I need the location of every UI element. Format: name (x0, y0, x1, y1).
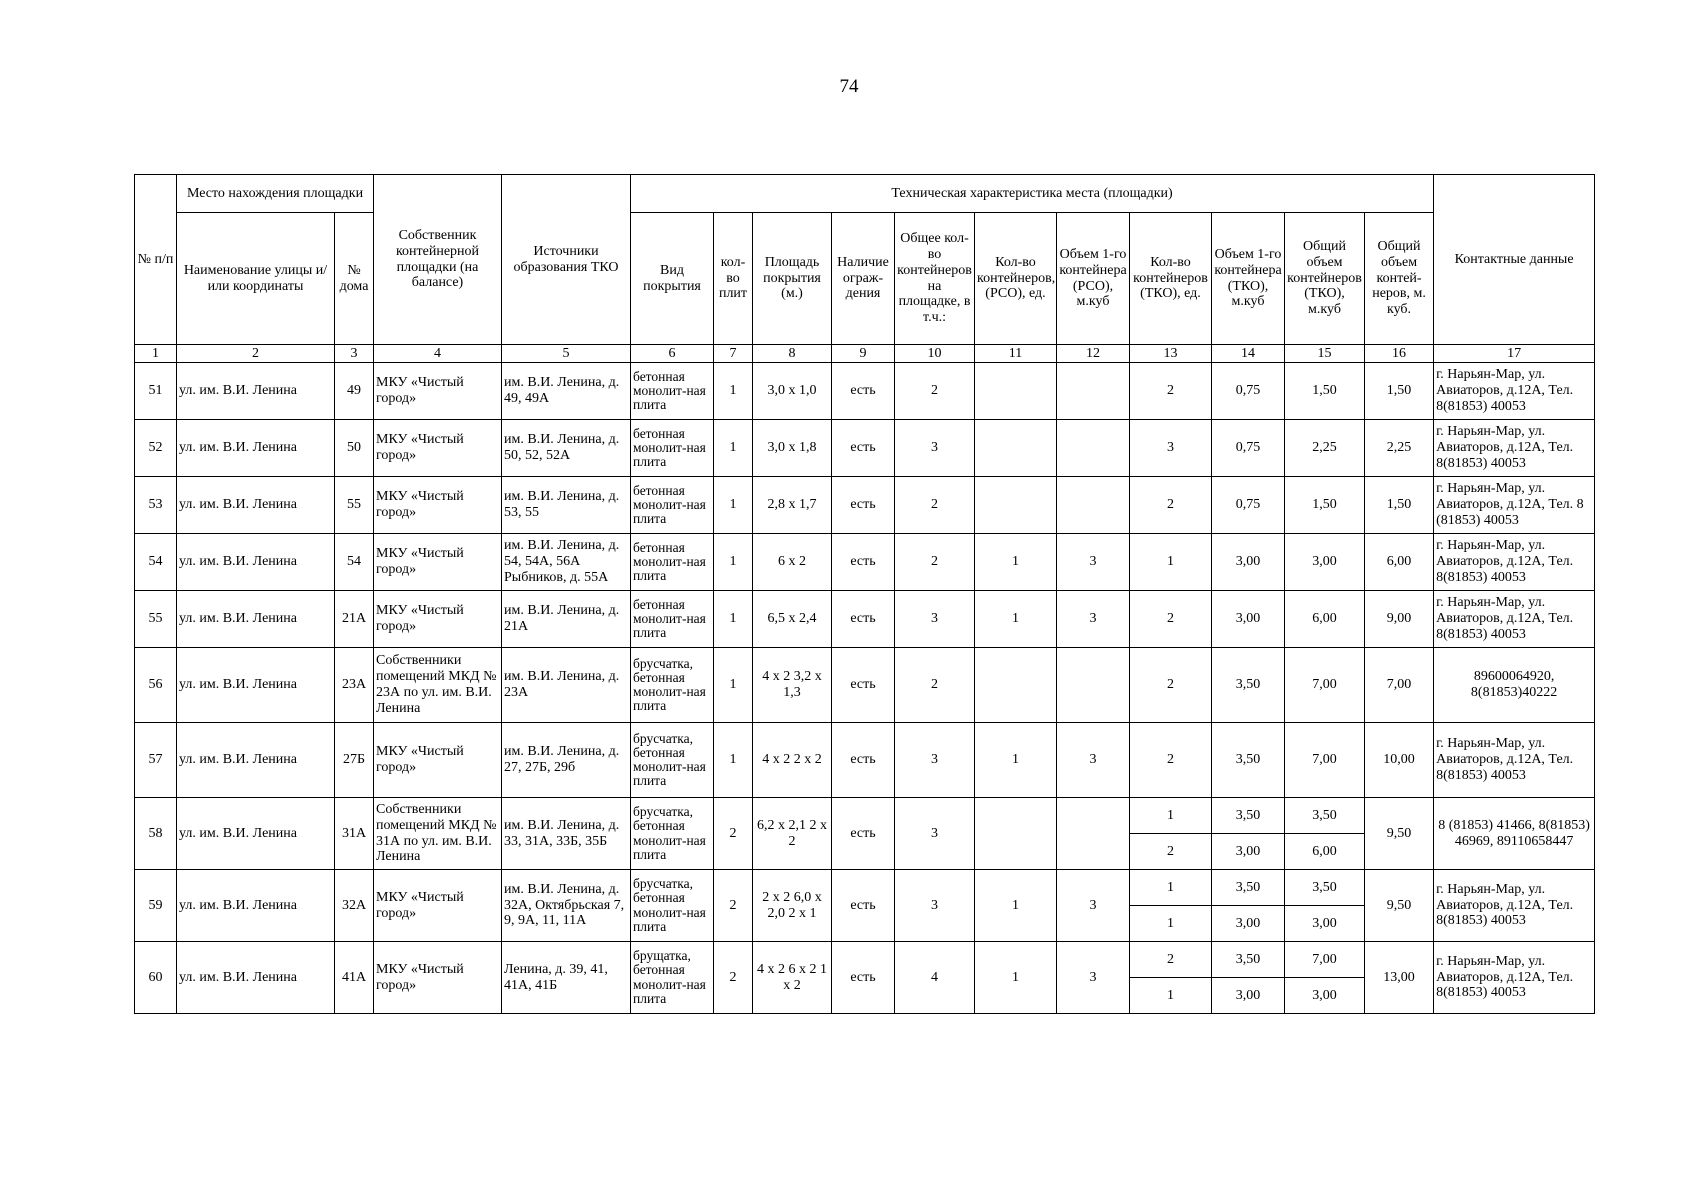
rso-count-cell: 1 (975, 942, 1057, 1014)
coating-cell: бетонная монолит-ная плита (631, 591, 714, 648)
area-cell: 3,0 x 1,0 (753, 363, 832, 420)
rso-volume-cell (1057, 798, 1130, 870)
fence-cell: есть (832, 420, 895, 477)
table-body (135, 363, 1595, 1014)
rso-volume-cell: 3 (1057, 942, 1130, 1014)
header-tko-total-volume: Общий объем контейнеров (ТКО), м.куб (1285, 213, 1365, 345)
tko-count-cell: 3 (1130, 420, 1212, 477)
coating-cell: бетонная монолит-ная плита (631, 420, 714, 477)
tko-total-volume-cell: 3,50 (1285, 798, 1365, 834)
tko-total-volume-cell: 7,00 (1285, 942, 1365, 978)
header-plates: кол-во плит (714, 213, 753, 345)
house-cell: 55 (335, 477, 374, 534)
coating-cell: брущатка, бетонная монолит-ная плита (631, 942, 714, 1014)
contacts-cell: г. Нарьян-Мар, ул. Авиаторов, д.12А, Тел. 8(81853) 40053 (1434, 534, 1595, 591)
tko-volume-cell: 3,50 (1212, 870, 1285, 906)
total-volume-cell: 1,50 (1365, 363, 1434, 420)
header-fence: Наличие ограж-дения (832, 213, 895, 345)
contacts-cell: г. Нарьян-Мар, ул. Авиаторов, д.12А, Тел. 8 (81853) 40053 (1434, 477, 1595, 534)
total-count-cell: 2 (895, 648, 975, 723)
sources-cell: им. В.И. Ленина, д. 32А, Октябрьская 7, 9, 9А, 11, 11А (502, 870, 631, 942)
tko-total-volume-cell: 3,50 (1285, 870, 1365, 906)
tko-count-cell: 2 (1130, 363, 1212, 420)
tko-total-volume-cell: 3,00 (1285, 534, 1365, 591)
street-cell: ул. им. В.И. Ленина (177, 420, 335, 477)
plates-cell: 1 (714, 363, 753, 420)
contacts-cell: г. Нарьян-Мар, ул. Авиаторов, д.12А, Тел. 8(81853) 40053 (1434, 870, 1595, 942)
row-index: 54 (135, 534, 177, 591)
column-number: 10 (895, 345, 975, 363)
plates-cell: 1 (714, 648, 753, 723)
header-area: Площадь покрытия (м.) (753, 213, 832, 345)
fence-cell: есть (832, 723, 895, 798)
owner-cell: Собственники помещений МКД № 31А по ул. им. В.И. Ленина (374, 798, 502, 870)
sources-cell: им. В.И. Ленина, д. 54, 54А, 56А Рыбников, д. 55А (502, 534, 631, 591)
tko-count-cell: 1 (1130, 534, 1212, 591)
street-cell: ул. им. В.И. Ленина (177, 363, 335, 420)
street-cell: ул. им. В.И. Ленина (177, 942, 335, 1014)
street-cell: ул. им. В.И. Ленина (177, 591, 335, 648)
tko-count-cell: 2 (1130, 723, 1212, 798)
tko-count-cell: 2 (1130, 942, 1212, 978)
total-count-cell: 2 (895, 534, 975, 591)
tko-total-volume-cell: 1,50 (1285, 477, 1365, 534)
tko-total-volume-cell: 6,00 (1285, 591, 1365, 648)
fence-cell: есть (832, 942, 895, 1014)
container-sites-table (134, 174, 1595, 1014)
rso-count-cell (975, 477, 1057, 534)
owner-cell: МКУ «Чистый город» (374, 591, 502, 648)
tko-total-volume-cell: 1,50 (1285, 363, 1365, 420)
plates-cell: 2 (714, 798, 753, 870)
column-number: 4 (374, 345, 502, 363)
table-row (135, 648, 1595, 723)
tko-volume-cell: 3,50 (1212, 798, 1285, 834)
column-number: 7 (714, 345, 753, 363)
house-cell: 54 (335, 534, 374, 591)
row-index: 57 (135, 723, 177, 798)
column-number: 1 (135, 345, 177, 363)
total-count-cell: 3 (895, 723, 975, 798)
header-street: Наименование улицы и/или координаты (177, 213, 335, 345)
tko-count-cell: 1 (1130, 978, 1212, 1014)
area-cell: 6 x 2 (753, 534, 832, 591)
table-row (135, 420, 1595, 477)
table-header (135, 175, 1595, 363)
column-number: 2 (177, 345, 335, 363)
area-cell: 6,5 x 2,4 (753, 591, 832, 648)
owner-cell: МКУ «Чистый город» (374, 420, 502, 477)
plates-cell: 1 (714, 723, 753, 798)
house-cell: 27Б (335, 723, 374, 798)
house-cell: 31А (335, 798, 374, 870)
tko-count-cell: 2 (1130, 834, 1212, 870)
plates-cell: 1 (714, 420, 753, 477)
table-row (135, 942, 1595, 978)
contacts-cell: 89600064920, 8(81853)40222 (1434, 648, 1595, 723)
tko-volume-cell: 3,50 (1212, 648, 1285, 723)
sources-cell: им. В.И. Ленина, д. 21А (502, 591, 631, 648)
owner-cell: Собственники помещений МКД № 23А по ул. им. В.И. Ленина (374, 648, 502, 723)
total-count-cell: 3 (895, 591, 975, 648)
total-count-cell: 2 (895, 477, 975, 534)
fence-cell: есть (832, 534, 895, 591)
fence-cell: есть (832, 591, 895, 648)
rso-count-cell: 1 (975, 534, 1057, 591)
row-index: 51 (135, 363, 177, 420)
column-number: 13 (1130, 345, 1212, 363)
area-cell: 4 x 2 3,2 x 1,3 (753, 648, 832, 723)
column-number: 5 (502, 345, 631, 363)
header-contacts: Контактные данные (1434, 175, 1595, 345)
total-count-cell: 3 (895, 420, 975, 477)
header-owner: Собственник контейнерной площадки (на балансе) (374, 175, 502, 345)
header-sources: Источники образования ТКО (502, 175, 631, 345)
column-number: 14 (1212, 345, 1285, 363)
row-index: 52 (135, 420, 177, 477)
table-row (135, 591, 1595, 648)
house-cell: 21А (335, 591, 374, 648)
fence-cell: есть (832, 798, 895, 870)
column-number: 8 (753, 345, 832, 363)
rso-count-cell: 1 (975, 591, 1057, 648)
tko-volume-cell: 0,75 (1212, 363, 1285, 420)
rso-volume-cell: 3 (1057, 591, 1130, 648)
owner-cell: МКУ «Чистый город» (374, 723, 502, 798)
contacts-cell: г. Нарьян-Мар, ул. Авиаторов, д.12А, Тел. 8(81853) 40053 (1434, 420, 1595, 477)
header-total-volume: Общий объем контей-неров, м. куб. (1365, 213, 1434, 345)
column-number: 15 (1285, 345, 1365, 363)
header-location-group: Место нахождения площадки (177, 175, 374, 213)
tko-total-volume-cell: 6,00 (1285, 834, 1365, 870)
street-cell: ул. им. В.И. Ленина (177, 477, 335, 534)
tko-volume-cell: 3,00 (1212, 591, 1285, 648)
column-number: 16 (1365, 345, 1434, 363)
sources-cell: им. В.И. Ленина, д. 49, 49А (502, 363, 631, 420)
total-volume-cell: 10,00 (1365, 723, 1434, 798)
street-cell: ул. им. В.И. Ленина (177, 798, 335, 870)
header-rso-count: Кол-во контейнеров, (РСО), ед. (975, 213, 1057, 345)
header-rso-volume: Объем 1-го контейнера (РСО), м.куб (1057, 213, 1130, 345)
tko-volume-cell: 3,00 (1212, 534, 1285, 591)
owner-cell: МКУ «Чистый город» (374, 363, 502, 420)
tko-count-cell: 1 (1130, 870, 1212, 906)
rso-count-cell: 1 (975, 870, 1057, 942)
house-cell: 23А (335, 648, 374, 723)
header-total-count: Общее кол-во контейнеров на площадке, в т.ч.: (895, 213, 975, 345)
table-row (135, 798, 1595, 834)
contacts-cell: 8 (81853) 41466, 8(81853) 46969, 89110658447 (1434, 798, 1595, 870)
coating-cell: бетонная монолит-ная плита (631, 534, 714, 591)
column-number: 11 (975, 345, 1057, 363)
plates-cell: 1 (714, 534, 753, 591)
contacts-cell: г. Нарьян-Мар, ул. Авиаторов, д.12А, Тел. 8(81853) 40053 (1434, 723, 1595, 798)
tko-volume-cell: 3,50 (1212, 942, 1285, 978)
rso-volume-cell (1057, 420, 1130, 477)
column-number: 9 (832, 345, 895, 363)
table-row (135, 477, 1595, 534)
coating-cell: брусчатка, бетонная монолит-ная плита (631, 798, 714, 870)
total-volume-cell: 2,25 (1365, 420, 1434, 477)
table-row (135, 534, 1595, 591)
area-cell: 2 x 2 6,0 x 2,0 2 x 1 (753, 870, 832, 942)
tko-total-volume-cell: 7,00 (1285, 648, 1365, 723)
rso-count-cell (975, 798, 1057, 870)
plates-cell: 1 (714, 477, 753, 534)
plates-cell: 2 (714, 942, 753, 1014)
owner-cell: МКУ «Чистый город» (374, 534, 502, 591)
tko-count-cell: 1 (1130, 906, 1212, 942)
contacts-cell: г. Нарьян-Мар, ул. Авиаторов, д.12А, Тел. 8(81853) 40053 (1434, 942, 1595, 1014)
owner-cell: МКУ «Чистый город» (374, 942, 502, 1014)
owner-cell: МКУ «Чистый город» (374, 870, 502, 942)
fence-cell: есть (832, 870, 895, 942)
header-tko-volume: Объем 1-го контейнера (ТКО), м.куб (1212, 213, 1285, 345)
rso-count-cell (975, 648, 1057, 723)
house-cell: 49 (335, 363, 374, 420)
area-cell: 2,8 x 1,7 (753, 477, 832, 534)
column-number: 3 (335, 345, 374, 363)
rso-volume-cell (1057, 648, 1130, 723)
total-count-cell: 2 (895, 363, 975, 420)
tko-volume-cell: 3,00 (1212, 834, 1285, 870)
tko-total-volume-cell: 2,25 (1285, 420, 1365, 477)
header-house: № дома (335, 213, 374, 345)
rso-volume-cell: 3 (1057, 870, 1130, 942)
tko-volume-cell: 3,00 (1212, 906, 1285, 942)
street-cell: ул. им. В.И. Ленина (177, 534, 335, 591)
page-number: 74 (839, 76, 859, 97)
header-coating: Вид покрытия (631, 213, 714, 345)
total-volume-cell: 6,00 (1365, 534, 1434, 591)
column-number: 17 (1434, 345, 1595, 363)
house-cell: 32А (335, 870, 374, 942)
coating-cell: брусчатка, бетонная монолит-ная плита (631, 648, 714, 723)
total-volume-cell: 9,00 (1365, 591, 1434, 648)
tko-total-volume-cell: 7,00 (1285, 723, 1365, 798)
header-col-index: № п/п (135, 175, 177, 345)
sources-cell: им. В.И. Ленина, д. 53, 55 (502, 477, 631, 534)
tko-count-cell: 2 (1130, 591, 1212, 648)
plates-cell: 1 (714, 591, 753, 648)
tko-volume-cell: 0,75 (1212, 420, 1285, 477)
fence-cell: есть (832, 477, 895, 534)
total-volume-cell: 9,50 (1365, 870, 1434, 942)
coating-cell: бетонная монолит-ная плита (631, 363, 714, 420)
column-number: 12 (1057, 345, 1130, 363)
rso-count-cell (975, 363, 1057, 420)
row-index: 53 (135, 477, 177, 534)
tko-volume-cell: 0,75 (1212, 477, 1285, 534)
total-volume-cell: 1,50 (1365, 477, 1434, 534)
row-index: 59 (135, 870, 177, 942)
tko-count-cell: 2 (1130, 477, 1212, 534)
house-cell: 41А (335, 942, 374, 1014)
house-cell: 50 (335, 420, 374, 477)
rso-count-cell: 1 (975, 723, 1057, 798)
street-cell: ул. им. В.И. Ленина (177, 870, 335, 942)
plates-cell: 2 (714, 870, 753, 942)
header-tko-count: Кол-во контейнеров (ТКО), ед. (1130, 213, 1212, 345)
column-numbers-row (135, 345, 1595, 363)
total-count-cell: 3 (895, 870, 975, 942)
coating-cell: брусчатка, бетонная монолит-ная плита (631, 870, 714, 942)
rso-volume-cell (1057, 363, 1130, 420)
sources-cell: им. В.И. Ленина, д. 33, 31А, 33Б, 35Б (502, 798, 631, 870)
area-cell: 6,2 x 2,1 2 x 2 (753, 798, 832, 870)
row-index: 60 (135, 942, 177, 1014)
row-index: 55 (135, 591, 177, 648)
total-count-cell: 3 (895, 798, 975, 870)
column-number: 6 (631, 345, 714, 363)
street-cell: ул. им. В.И. Ленина (177, 723, 335, 798)
rso-volume-cell: 3 (1057, 723, 1130, 798)
header-tech-group: Техническая характеристика места (площадки) (631, 175, 1434, 213)
sources-cell: им. В.И. Ленина, д. 27, 27Б, 29б (502, 723, 631, 798)
rso-volume-cell (1057, 477, 1130, 534)
street-cell: ул. им. В.И. Ленина (177, 648, 335, 723)
tko-volume-cell: 3,00 (1212, 978, 1285, 1014)
table-row (135, 870, 1595, 906)
total-count-cell: 4 (895, 942, 975, 1014)
tko-total-volume-cell: 3,00 (1285, 978, 1365, 1014)
coating-cell: бетонная монолит-ная плита (631, 477, 714, 534)
tko-count-cell: 1 (1130, 798, 1212, 834)
tko-count-cell: 2 (1130, 648, 1212, 723)
row-index: 58 (135, 798, 177, 870)
rso-volume-cell: 3 (1057, 534, 1130, 591)
area-cell: 4 x 2 6 x 2 1 x 2 (753, 942, 832, 1014)
area-cell: 3,0 x 1,8 (753, 420, 832, 477)
tko-volume-cell: 3,50 (1212, 723, 1285, 798)
total-volume-cell: 7,00 (1365, 648, 1434, 723)
rso-count-cell (975, 420, 1057, 477)
contacts-cell: г. Нарьян-Мар, ул. Авиаторов, д.12А, Тел. 8(81853) 40053 (1434, 591, 1595, 648)
contacts-cell: г. Нарьян-Мар, ул. Авиаторов, д.12А, Тел. 8(81853) 40053 (1434, 363, 1595, 420)
owner-cell: МКУ «Чистый город» (374, 477, 502, 534)
fence-cell: есть (832, 648, 895, 723)
tko-total-volume-cell: 3,00 (1285, 906, 1365, 942)
row-index: 56 (135, 648, 177, 723)
table-row (135, 723, 1595, 798)
fence-cell: есть (832, 363, 895, 420)
coating-cell: брусчатка, бетонная монолит-ная плита (631, 723, 714, 798)
area-cell: 4 x 2 2 x 2 (753, 723, 832, 798)
sources-cell: им. В.И. Ленина, д. 50, 52, 52А (502, 420, 631, 477)
total-volume-cell: 13,00 (1365, 942, 1434, 1014)
sources-cell: им. В.И. Ленина, д. 23А (502, 648, 631, 723)
table-row (135, 363, 1595, 420)
sources-cell: Ленина, д. 39, 41, 41А, 41Б (502, 942, 631, 1014)
total-volume-cell: 9,50 (1365, 798, 1434, 870)
